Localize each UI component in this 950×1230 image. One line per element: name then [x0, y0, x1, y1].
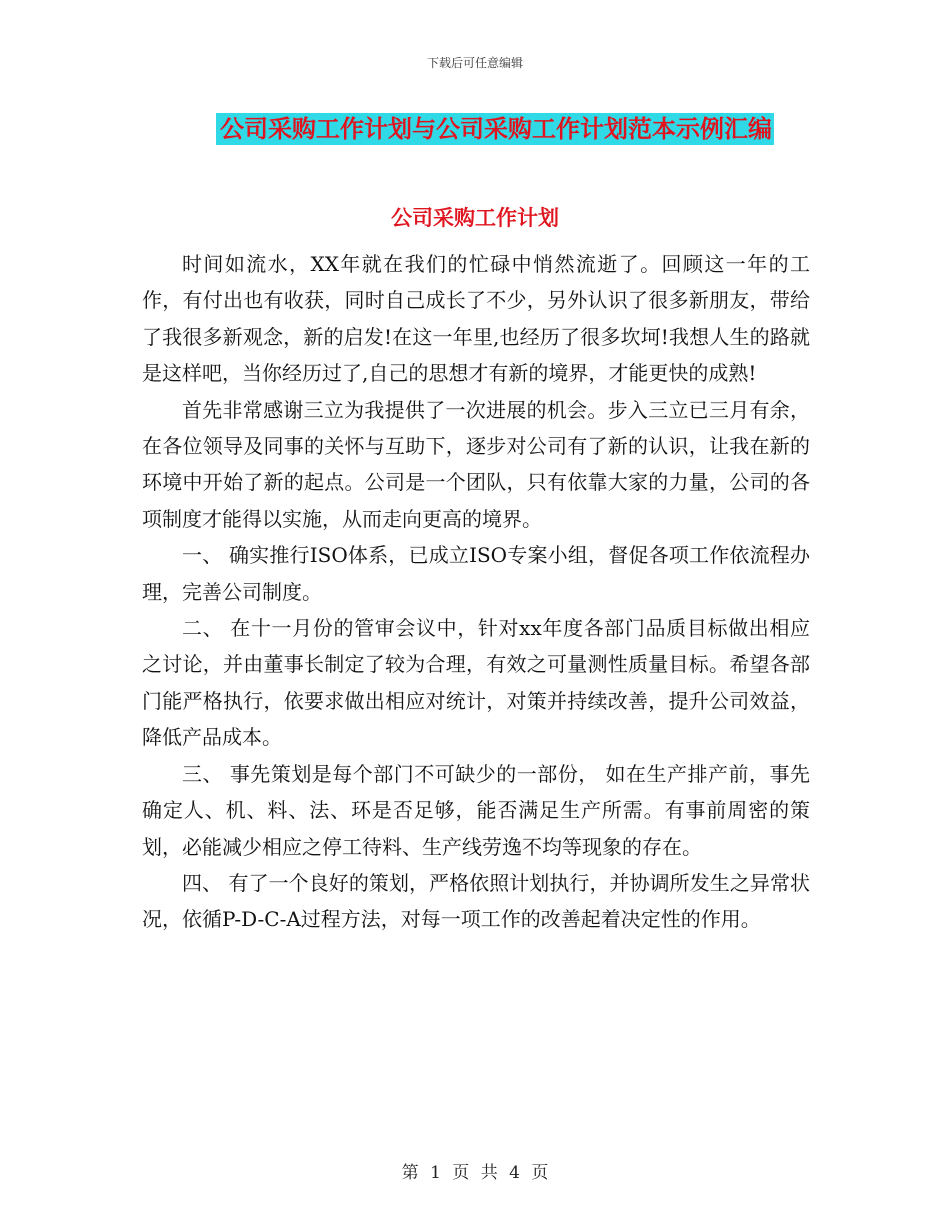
- paragraph: 时间如流水，XX年就在我们的忙碌中悄然流逝了。回顾这一年的工作，有付出也有收获，同时自己成长了不少，另外认识了很多新朋友，带给了我很多新观念，新的启发!在这一年里,也经历了很多坎坷!我想人生的路就是这样吧，当你经历过了,自己的思想才有新的境界，才能更快的成熟!: [142, 252, 810, 386]
- paragraph: 一、 确实推行ISO体系，已成立ISO专案小组，督促各项工作依流程办理，完善公司制度。: [142, 543, 810, 604]
- header-note: 下载后可任意编辑: [426, 56, 523, 70]
- main-title: 公司采购工作计划与公司采购工作计划范本示例汇编: [216, 113, 774, 145]
- paragraph: 二、 在十一月份的管审会议中，针对xx年度各部门品质目标做出相应之讨论，并由董事长制定了较为合理，有效之可量测性质量目标。希望各部门能严格执行，依要求做出相应对统计，对策并持续改善，提升公司效益，降低产品成本。: [142, 616, 810, 750]
- body-text: [142, 246, 810, 938]
- paragraph: 三、 事先策划是每个部门不可缺少的一部份， 如在生产排产前，事先确定人、机、料、法、环是否足够，能否满足生产所需。有事前周密的策划，必能减少相应之停工待料、生产线劳逸不均等现象的存在。: [142, 761, 810, 859]
- paragraph: 四、 有了一个良好的策划，严格依照计划执行，并协调所发生之异常状况，依循P-D-C-A过程方法，对每一项工作的改善起着决定性的作用。: [142, 870, 810, 932]
- paragraph: 首先非常感谢三立为我提供了一次进展的机会。步入三立已三月有余，在各位领导及同事的关怀与互助下，逐步对公司有了新的认识，让我在新的环境中开始了新的起点。公司是一个团队，只有依靠大家的力量，公司的各项制度才能得以实施，从而走向更高的境界。: [142, 397, 810, 531]
- page-number: 第 1 页 共 4 页: [401, 1163, 549, 1183]
- section-title: 公司采购工作计划: [391, 206, 559, 230]
- main-title-container: [0, 113, 950, 145]
